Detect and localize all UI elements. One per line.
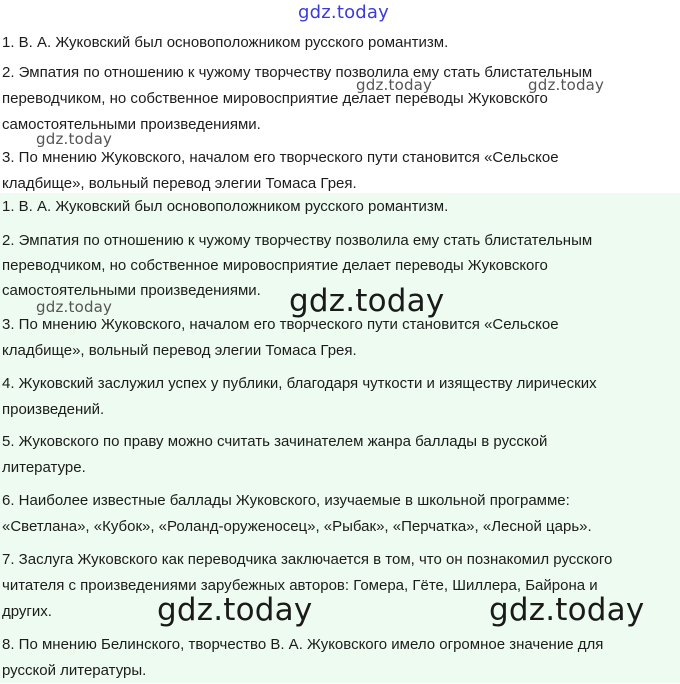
watermark-large: gdz.today: [157, 592, 313, 628]
answer-line: переводчиком, но собственное мировосприятие делает переводы Жуковского: [2, 90, 548, 107]
answer-line: самостоятельными произведениями.: [2, 282, 261, 299]
answer-line: русской литературы.: [2, 662, 147, 679]
watermark-small: gdz.today: [36, 130, 113, 148]
answer-line: 6. Наиболее известные баллады Жуковского, изучаемые в школьной программе:: [2, 492, 570, 509]
answer-line: 2. Эмпатия по отношению к чужому творчеству позволила ему стать блистательным: [2, 232, 593, 249]
answer-line: 5. Жуковского по праву можно считать зачинателем жанра баллады в русской: [2, 433, 548, 450]
answer-line: 8. По мнению Белинского, творчество В. А. Жуковского имело огромное значение для: [2, 636, 604, 653]
answer-line: 7. Заслуга Жуковского как переводчика заключается в том, что он познакомил русского: [2, 551, 613, 568]
answer-line: 4. Жуковский заслужил успех у публики, благодаря чуткости и изяществу лирических: [2, 375, 597, 392]
watermark-large: gdz.today: [489, 592, 645, 628]
answer-line: произведений.: [2, 401, 105, 418]
answer-line: кладбище», вольный перевод элегии Томаса Грея.: [2, 175, 357, 192]
answer-line: «Светлана», «Кубок», «Роланд-оруженосец», «Рыбак», «Перчатка», «Лесной царь».: [2, 518, 592, 535]
answer-line: самостоятельными произведениями.: [2, 116, 261, 133]
answer-line: других.: [2, 603, 52, 620]
watermark-small: gdz.today: [528, 76, 605, 94]
answer-line: 1. В. А. Жуковский был основоположником русского романтизм.: [2, 34, 449, 51]
answer-line: переводчиком, но собственное мировосприятие делает переводы Жуковского: [2, 257, 548, 274]
answer-line: 2. Эмпатия по отношению к чужому творчеству позволила ему стать блистательным: [2, 64, 593, 81]
watermark-small: gdz.today: [356, 76, 433, 94]
answer-line: кладбище», вольный перевод элегии Томаса Грея.: [2, 342, 357, 359]
answer-line: литературе.: [2, 459, 86, 476]
answer-line: 3. По мнению Жуковского, началом его творческого пути становится «Сельское: [2, 149, 559, 166]
answer-line: читателя с произведениями зарубежных авторов: Гомера, Гёте, Шиллера, Байрона и: [2, 577, 598, 594]
answer-line: 1. В. А. Жуковский был основоположником русского романтизм.: [2, 198, 449, 215]
watermark-top: gdz.today: [298, 2, 390, 23]
answer-line: 3. По мнению Жуковского, началом его творческого пути становится «Сельское: [2, 316, 559, 333]
watermark-small: gdz.today: [36, 298, 113, 316]
watermark-large: gdz.today: [289, 283, 445, 319]
